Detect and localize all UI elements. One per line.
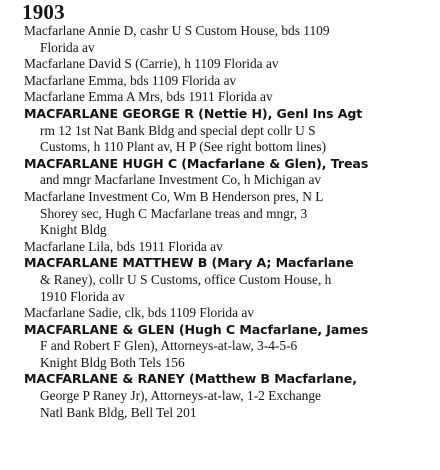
- directory-entries: [24, 23, 434, 421]
- entry-name-line: Macfarlane Emma, bds 1109 Florida av: [24, 72, 237, 88]
- entry-name-line: Macfarlane David S (Carrie), h 1109 Florida av: [24, 56, 279, 72]
- entry-continuation-line: and mngr Macfarlane Investment Co, h Michigan av: [40, 172, 322, 188]
- entry-continuation-line: Customs, h 110 Plant av, H P (See right bottom lines): [40, 139, 327, 155]
- entry-name-line: MACFARLANE MATTHEW B (Mary A; Macfarlane: [24, 255, 354, 271]
- directory-entry: [24, 239, 434, 256]
- entry-name-line: Macfarlane Sadie, clk, bds 1109 Florida av: [24, 305, 255, 321]
- directory-entry: [24, 156, 434, 189]
- entry-name-line: Macfarlane Emma A Mrs, bds 1911 Florida av: [24, 89, 273, 105]
- entry-name-line: Macfarlane Annie D, cashr U S Custom House, bds 1109: [24, 23, 330, 38]
- entry-name-line: MACFARLANE & RANEY (Matthew B Macfarlane,: [24, 371, 357, 387]
- entry-continuation-line: Natl Bank Bldg, Bell Tel 201: [40, 404, 197, 420]
- entry-name-line: Macfarlane Lila, bds 1911 Florida av: [24, 238, 223, 254]
- entry-continuation-line: rm 12 1st Nat Bank Bldg and special dept collr U S: [40, 122, 316, 138]
- directory-entry: [24, 255, 434, 305]
- entry-continuation-line: Shorey sec, Hugh C Macfarlane treas and mngr, 3: [40, 205, 308, 221]
- directory-entry: [24, 89, 434, 106]
- entry-name-line: MACFARLANE & GLEN (Hugh C Macfarlane, James: [24, 321, 369, 337]
- page-year-heading: 1903: [22, 0, 65, 24]
- entry-name-line: Macfarlane Investment Co, Wm B Henderson pres, N L: [24, 188, 324, 204]
- entry-continuation-line: Knight Bldg: [40, 222, 107, 238]
- directory-entry: [24, 305, 434, 322]
- entry-continuation-line: & Raney), collr U S Customs, office Custom House, h: [40, 271, 332, 287]
- directory-entry: [24, 106, 434, 156]
- directory-entry: [24, 56, 434, 73]
- entry-continuation-line: George P Raney Jr), Attorneys-at-law, 1-2 Exchange: [40, 388, 321, 404]
- directory-entry: [24, 73, 434, 90]
- entry-continuation-line: Knight Bldg Both Tels 156: [40, 354, 185, 370]
- entry-continuation-line: 1910 Florida av: [40, 288, 125, 304]
- entry-continuation-line: Florida av: [40, 39, 95, 55]
- entry-name-line: MACFARLANE GEORGE R (Nettie H), Genl Ins Agt: [24, 105, 363, 121]
- directory-entry: [24, 23, 434, 56]
- directory-entry: [24, 371, 434, 421]
- entry-continuation-line: F and Robert F Glen), Attorneys-at-law, 3-4-5-6: [40, 338, 298, 354]
- directory-entry: [24, 189, 434, 239]
- entry-name-line: MACFARLANE HUGH C (Macfarlane & Glen), Treas: [24, 155, 369, 171]
- directory-entry: [24, 322, 434, 372]
